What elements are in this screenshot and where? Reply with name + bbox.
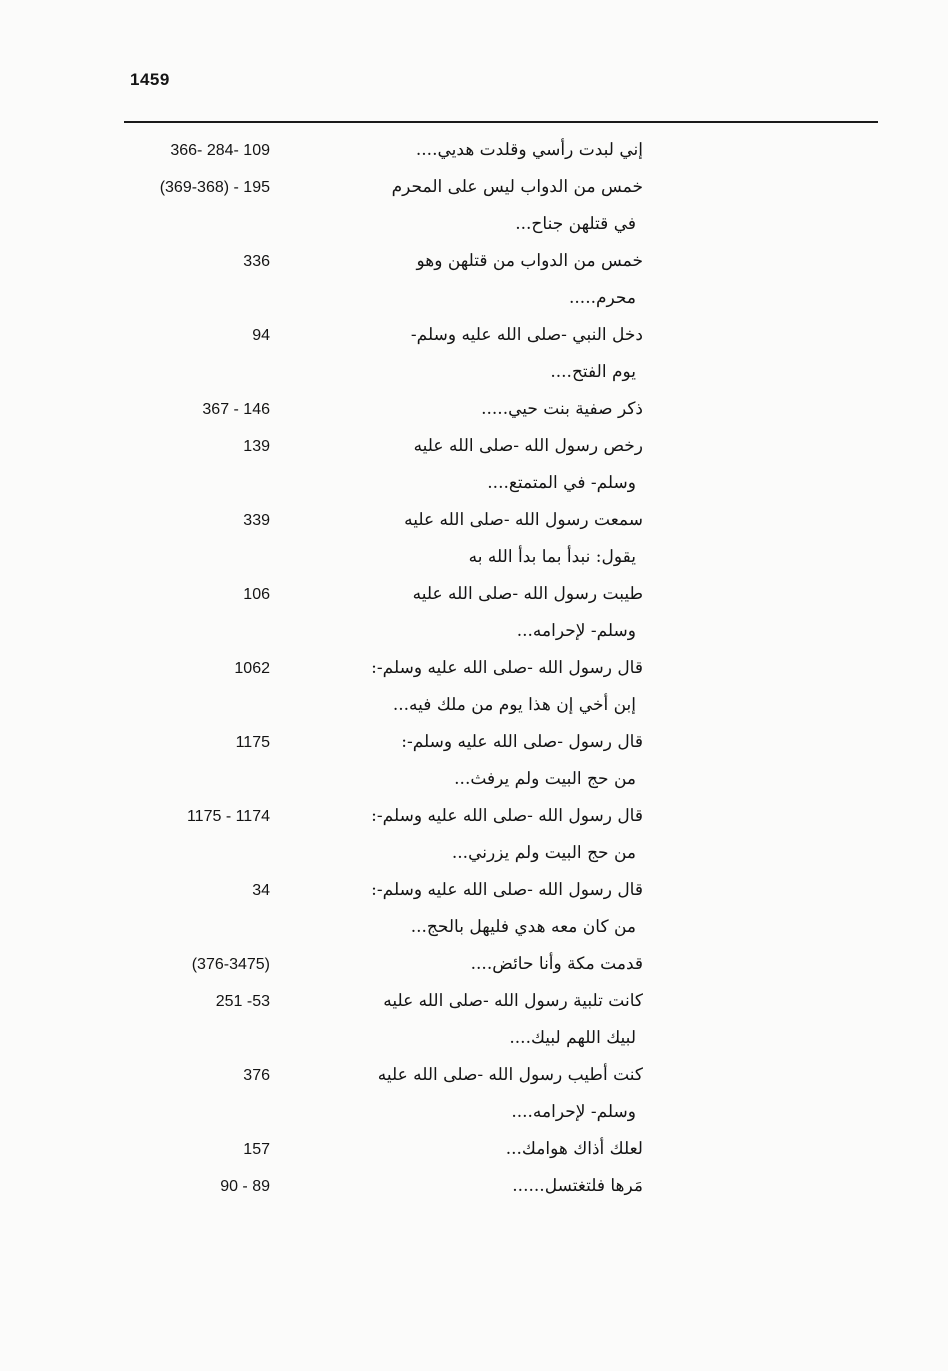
entry-text-continuation: من حج البيت ولم يرفث... [454, 769, 636, 789]
entry-text: إني لبدت رأسي وقلدت هديي.... [415, 140, 643, 160]
header-rule [124, 121, 878, 123]
entry-text-continuation: من حج البيت ولم يزرني... [451, 843, 636, 863]
entry-text: قال رسول الله -صلى الله عليه وسلم-: [371, 658, 643, 678]
entry-page-ref: 157 [243, 1141, 270, 1158]
entry-text-continuation: وسلم- في المتمتع.... [487, 473, 636, 493]
entry-text: خمس من الدواب من قتلهن وهو [416, 251, 643, 271]
index-entry [0, 1063, 948, 1100]
entry-page-ref: 34 [252, 882, 270, 899]
entry-page-ref: 106 [243, 586, 270, 603]
entry-text: قال رسول الله -صلى الله عليه وسلم-: [371, 880, 643, 900]
index-entry-continuation [0, 1100, 948, 1137]
index-entry [0, 952, 948, 989]
entry-text: سمعت رسول الله -صلى الله عليه [404, 510, 643, 530]
entry-text-continuation: يقول: نبدأ بما بدأ الله به [468, 547, 636, 567]
index-entry-continuation [0, 841, 948, 878]
entry-text: قال رسول الله -صلى الله عليه وسلم-: [371, 806, 643, 826]
entry-text: ذكر صفية بنت حيي..... [481, 399, 643, 419]
entry-text: دخل النبي -صلى الله عليه وسلم- [410, 325, 643, 345]
index-entry-continuation [0, 693, 948, 730]
index-entry-continuation [0, 767, 948, 804]
index-entry [0, 804, 948, 841]
entry-page-ref: 336 [243, 253, 270, 270]
index-entry [0, 1174, 948, 1211]
entry-text-continuation: من كان معه هدي فليهل بالحج... [410, 917, 636, 937]
index-entry [0, 323, 948, 360]
entry-page-ref: 139 [243, 438, 270, 455]
index-entry [0, 138, 948, 175]
index-entry-continuation [0, 286, 948, 323]
entry-text-continuation: إبن أخي إن هذا يوم من ملك فيه... [392, 695, 636, 715]
entry-text: كنت أطيب رسول الله -صلى الله عليه [377, 1065, 643, 1085]
entry-page-ref: (376-3475) [191, 956, 270, 973]
index-entry [0, 878, 948, 915]
entry-text: طيبت رسول الله -صلى الله عليه [412, 584, 643, 604]
index-entry-continuation [0, 545, 948, 582]
index-entry-continuation [0, 212, 948, 249]
index-entry-continuation [0, 915, 948, 952]
index-entry [0, 434, 948, 471]
entry-page-ref: 94 [252, 327, 270, 344]
index-entry [0, 1137, 948, 1174]
entry-text-continuation: في قتلهن جناح... [515, 214, 636, 234]
entry-text: خمس من الدواب ليس على المحرم [391, 177, 643, 197]
entry-page-ref: 90 - 89 [220, 1178, 270, 1195]
entry-text: قدمت مكة وأنا حائض.... [470, 954, 643, 974]
index-entry-continuation [0, 360, 948, 397]
entry-page-ref: 366- 284- 109 [170, 142, 270, 159]
entry-text: لعلك أذاك هوامك... [505, 1139, 643, 1159]
index-entry [0, 249, 948, 286]
index-list [0, 138, 948, 1211]
entry-page-ref: 251 -53 [215, 993, 270, 1010]
entry-page-ref: (369-368) - 195 [159, 179, 270, 196]
entry-text-continuation: وسلم- لإحرامه.... [511, 1102, 636, 1122]
entry-page-ref: 367 - 146 [202, 401, 270, 418]
entry-text-continuation: وسلم- لإحرامه... [516, 621, 636, 641]
index-entry [0, 175, 948, 212]
entry-page-ref: 376 [243, 1067, 270, 1084]
entry-text: قال رسول -صلى الله عليه وسلم-: [401, 732, 643, 752]
index-entry [0, 582, 948, 619]
entry-text-continuation: محرم..... [568, 288, 636, 308]
index-entry [0, 508, 948, 545]
entry-page-ref: 339 [243, 512, 270, 529]
entry-text-continuation: لبيك اللهم لبيك.... [509, 1028, 636, 1048]
entry-text: رخص رسول الله -صلى الله عليه [413, 436, 643, 456]
entry-page-ref: 1062 [234, 660, 270, 677]
entry-text-continuation: يوم الفتح.... [550, 362, 636, 382]
index-entry [0, 989, 948, 1026]
index-entry-continuation [0, 619, 948, 656]
index-entry [0, 730, 948, 767]
index-entry [0, 656, 948, 693]
entry-page-ref: 1175 - 1174 [186, 808, 270, 825]
entry-page-ref: 1175 [235, 734, 270, 751]
page-number: 1459 [130, 70, 170, 89]
index-entry-continuation [0, 471, 948, 508]
index-entry-continuation [0, 1026, 948, 1063]
entry-text: مَرها فلتغتسل...... [512, 1176, 643, 1196]
entry-text: كانت تلبية رسول الله -صلى الله عليه [383, 991, 643, 1011]
index-entry [0, 397, 948, 434]
